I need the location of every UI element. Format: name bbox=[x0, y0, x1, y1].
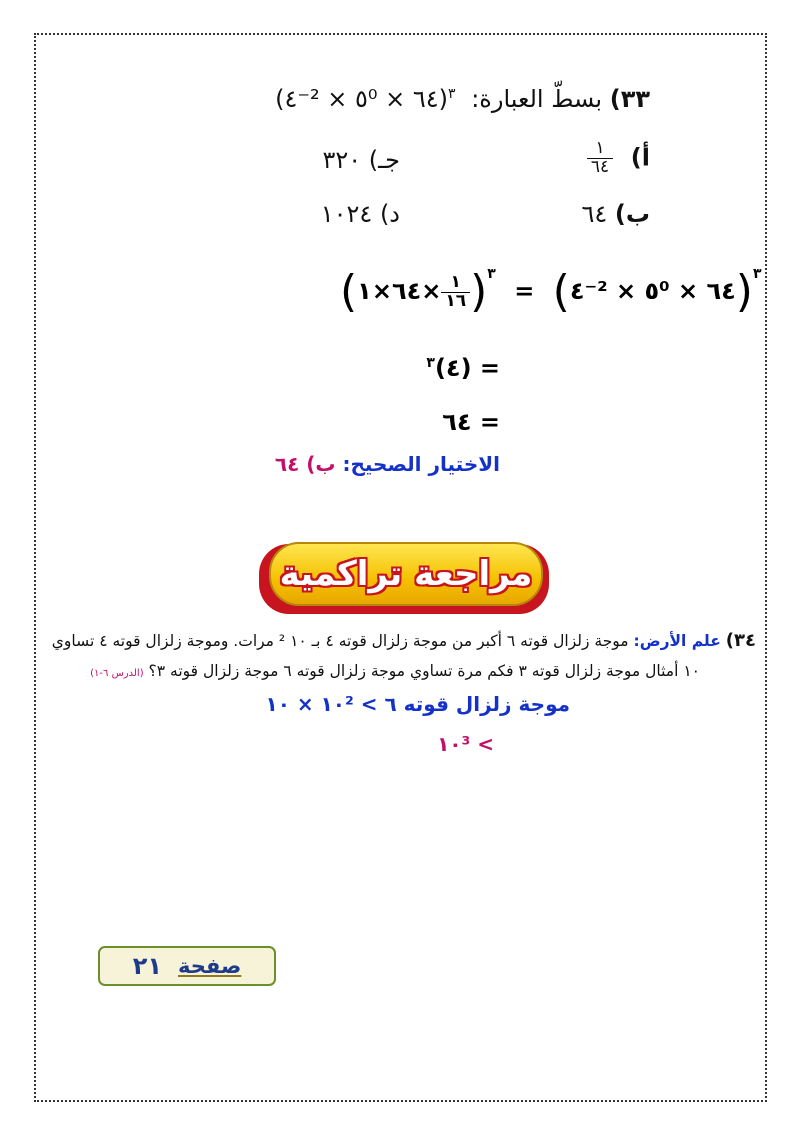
solution-line-1: ( ٦٤×١× $\frac{١}{١٦}$ )$^٣$ = (٤⁻² × ٥⁰ × ٦٤)$^٣$ bbox=[340, 266, 762, 317]
banner-title: مراجعة تراكمية bbox=[269, 542, 543, 606]
question-34-line-1 bbox=[52, 630, 756, 651]
question-34-text-1: موجة زلزال قوته ٦ أكبر من موجة زلزال قوته ٤ بـ ١٠ ² مرات. وموجة زلزال قوته ٤ تساوي bbox=[51, 632, 629, 650]
question-33-header bbox=[275, 85, 650, 113]
option-c bbox=[322, 146, 400, 174]
question-34-topic: علم الأرض: bbox=[633, 632, 721, 650]
solution-left-numerator: ١ bbox=[450, 271, 461, 292]
option-c-label: جـ) bbox=[368, 146, 400, 174]
answer-label: الاختيار الصحيح: bbox=[342, 452, 500, 476]
option-c-value: ٣٢٠ bbox=[322, 146, 362, 174]
question-33-expression bbox=[275, 85, 456, 113]
question-34-number: ٣٤) bbox=[725, 630, 756, 651]
option-a bbox=[587, 140, 650, 177]
solution-left-denominator: ١٦ bbox=[441, 292, 470, 311]
option-d-value: ١٠٢٤ bbox=[320, 200, 373, 228]
expression-body: (٤⁻² × ٥⁰ × ٦٤) bbox=[275, 85, 449, 113]
option-a-numerator: ١ bbox=[595, 138, 605, 158]
page-label: صفحة bbox=[178, 954, 242, 978]
solution-line-2-exponent: ٣ bbox=[426, 355, 435, 371]
solution-line-2 bbox=[426, 354, 500, 382]
solution-line-3: = ٦٤ bbox=[442, 408, 500, 436]
option-a-fraction bbox=[587, 140, 613, 177]
solution-answer bbox=[275, 452, 500, 476]
question-33-number: ٣٣) bbox=[609, 85, 650, 113]
expression-exponent: ٣ bbox=[448, 86, 456, 102]
option-a-label: أ) bbox=[630, 143, 650, 172]
option-b-value: ٦٤ bbox=[581, 200, 608, 228]
page-number-box bbox=[98, 946, 276, 986]
solution-right-exponent: ٣ bbox=[752, 266, 762, 282]
solution-left-fraction bbox=[441, 271, 470, 311]
solution-left-mid: ×١× bbox=[357, 277, 442, 305]
option-d bbox=[321, 200, 400, 228]
page-number: ٢١ bbox=[132, 952, 163, 980]
solution-left-pre: ٦٤ bbox=[391, 277, 422, 305]
question-34-text-2: ١٠ أمثال موجة زلزال قوته ٣ فكم مرة تساوي موجة زلزال قوته ٦ موجة زلزال قوته ٣؟ bbox=[148, 662, 700, 680]
option-b-label: ب) bbox=[614, 200, 650, 228]
question-34-line-2 bbox=[90, 662, 700, 680]
lesson-reference: (الدرس ٦-١) bbox=[90, 668, 144, 679]
option-d-label: د) bbox=[379, 200, 400, 228]
option-a-denominator: ٦٤ bbox=[587, 158, 613, 177]
solution-line-2-text: = (٤) bbox=[434, 354, 500, 382]
cumulative-review-banner bbox=[259, 542, 551, 618]
question-34-answer-2: > ١٠³ bbox=[437, 732, 494, 756]
solution-equal: = bbox=[514, 277, 535, 305]
question-34-answer-1: موجة زلزال قوته ٦ > ١٠² × ١٠ bbox=[265, 692, 570, 716]
answer-value: ب) ٦٤ bbox=[274, 452, 336, 476]
solution-left-exponent: ٣ bbox=[487, 266, 496, 282]
question-33-prompt: بسطّ العبارة: bbox=[471, 85, 603, 113]
option-b bbox=[581, 200, 650, 228]
solution-right-inner: ٤⁻² × ٥⁰ × ٦٤ bbox=[569, 277, 736, 305]
